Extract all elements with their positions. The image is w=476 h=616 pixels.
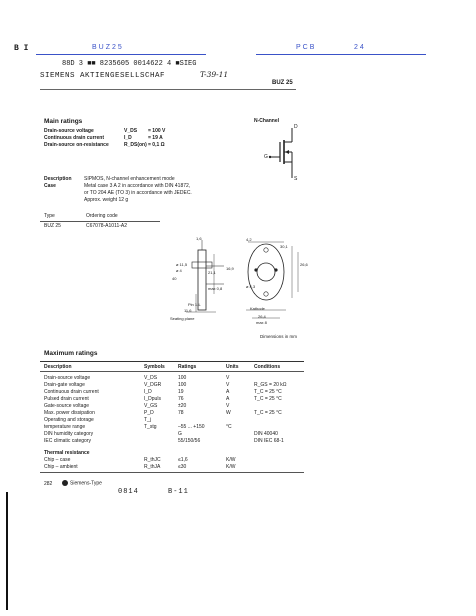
cell-symbol: R_thJC [144, 457, 161, 463]
header-right-code: PCB [296, 44, 317, 51]
footer-code-left: 0814 [118, 488, 139, 496]
cell-condition: DIN IEC 68-1 [254, 438, 284, 444]
cell-rating: 76 [178, 396, 184, 402]
cell-description: Gate-source voltage [44, 403, 90, 409]
cell-symbol: T_stg [144, 424, 157, 430]
main-rating-label-2: Continuous drain current [44, 135, 104, 141]
table-row [44, 396, 304, 403]
drain-pin-label: D [294, 124, 298, 130]
outline-label-11: 30,1 [280, 244, 288, 249]
table-row [44, 375, 304, 382]
table-row [44, 457, 304, 464]
ordering-code-value: C67078-A1011-A2 [86, 223, 128, 229]
header-divider [40, 89, 296, 90]
max-ratings-top-rule [40, 361, 304, 362]
cell-description: Drain-gate voltage [44, 382, 85, 388]
outline-label-9: Seating plane [170, 316, 195, 321]
cell-unit: V [226, 382, 230, 388]
outline-label-10: 4,2 [246, 237, 252, 242]
max-ratings-heading: Maximum ratings [44, 350, 98, 357]
header-rule-left [36, 54, 206, 55]
case-line-2: or TO 204 AE (TO 3) in accordance with JEDEC. [84, 190, 192, 196]
mosfet-symbol-icon [262, 124, 302, 184]
cell-symbol: T_j [144, 417, 151, 423]
main-rating-value-1: = 100 V [148, 128, 166, 134]
table-row [44, 417, 304, 424]
col-ratings: Ratings [178, 364, 197, 370]
main-rating-symbol-2: I_D [124, 135, 132, 141]
cell-description: temperature range [44, 424, 86, 430]
table-row [44, 464, 304, 471]
scan-edge-mark [6, 492, 8, 610]
main-rating-value-2: = 19 A [148, 135, 163, 141]
outline-label-6: max 0,8 [208, 286, 223, 291]
cell-symbol: P_D [144, 410, 154, 416]
cell-rating: ≤1,6 [178, 457, 188, 463]
cell-description: Pulsed drain current [44, 396, 89, 402]
ordering-code-header: Ordering code [86, 213, 118, 219]
page-number: 282 [44, 481, 53, 487]
cell-symbol: I_Dpuls [144, 396, 161, 402]
cell-symbol: V_GS [144, 403, 158, 409]
cell-symbol: V_DS [144, 375, 158, 381]
header-page-code: 24 [354, 44, 366, 51]
cell-unit: V [226, 403, 230, 409]
outline-label-3: ø 4 [176, 268, 182, 273]
outline-label-14: ø 4,3 [246, 284, 256, 289]
cell-rating: 100 [178, 382, 187, 388]
cell-rating: 55/150/56 [178, 438, 201, 444]
case-line-1: Metal case 3 A 2 in accordance with DIN 41872, [84, 183, 191, 189]
description-label: Description [44, 176, 72, 182]
main-rating-symbol-1: V_DS [124, 128, 138, 134]
cell-condition: T_C = 25 °C [254, 396, 282, 402]
max-ratings-header-rule [40, 371, 304, 372]
case-label: Case [44, 183, 56, 189]
table-row [44, 424, 304, 431]
outline-label-7: 11,6 [184, 308, 192, 313]
cell-rating: 78 [178, 410, 184, 416]
table-row [44, 389, 304, 396]
thermal-heading: Thermal resistance [44, 450, 90, 456]
main-ratings-heading: Main ratings [44, 118, 83, 125]
cell-rating: 100 [178, 375, 187, 381]
dimensions-note: Dimensions in mm [260, 334, 298, 339]
source-pin-label: S [294, 176, 298, 182]
cell-condition: T_C = 25 °C [254, 410, 282, 416]
cell-symbol: I_D [144, 389, 152, 395]
main-rating-label-3: Drain-source on-resistance [44, 142, 109, 148]
cell-condition: T_C = 25 °C [254, 389, 282, 395]
max-ratings-header-row [44, 364, 304, 371]
cell-rating: ≤30 [178, 464, 187, 470]
table-row [44, 382, 304, 389]
type-header: Type [44, 213, 55, 219]
cell-unit: A [226, 396, 230, 402]
type-value: BUZ 25 [44, 223, 61, 229]
header-left-mark: B I [14, 44, 29, 53]
cell-description: Chip – case [44, 457, 71, 463]
outline-label-1: 1,6 [196, 236, 202, 241]
col-units: Units [226, 364, 239, 370]
handwritten-note: T-39-11 [200, 70, 229, 79]
cell-unit: A [226, 389, 230, 395]
main-rating-value-3: = 0,1 Ω [148, 142, 165, 148]
cell-description: Chip – ambient [44, 464, 78, 470]
header-rule-right [256, 54, 426, 55]
table-row [44, 403, 304, 410]
col-symbols: Symbols [144, 364, 165, 370]
cell-unit: K/W [226, 457, 236, 463]
cell-description: DIN humidity category [44, 431, 94, 437]
cell-description: Operating and storage [44, 417, 94, 423]
cell-description: Max. power dissipation [44, 410, 95, 416]
table-row [44, 438, 304, 445]
table-row [44, 431, 304, 438]
outline-label-17: max 8 [256, 320, 267, 325]
cell-unit: V [226, 375, 230, 381]
cell-rating: 19 [178, 389, 184, 395]
logo-text: Siemens-Type [70, 480, 102, 487]
table-row [44, 410, 304, 417]
cell-rating: ±20 [178, 403, 187, 409]
cell-rating: G [178, 431, 182, 437]
outline-label-15: Kathode [250, 306, 265, 311]
case-line-3: Approx. weight 12 g [84, 197, 129, 203]
col-conditions: Conditions [254, 364, 281, 370]
gate-pin-label: G [264, 154, 268, 160]
cell-unit: K/W [226, 464, 236, 470]
siemens-logo-icon [62, 480, 102, 486]
cell-symbol: V_DGR [144, 382, 162, 388]
cell-condition: R_GS = 20 kΩ [254, 382, 287, 388]
outline-label-5: 21,1 [208, 270, 216, 275]
cell-rating: –55 ... +150 [178, 424, 205, 430]
outline-label-16: 26,4 [258, 314, 266, 319]
outline-label-13: 16,9 [226, 266, 234, 271]
main-rating-label-1: Drain-source voltage [44, 128, 94, 134]
cell-description: IEC climatic category [44, 438, 91, 444]
cell-unit: W [226, 410, 231, 416]
part-number: BUZ 25 [272, 80, 293, 86]
header-part-code: BUZ25 [92, 44, 124, 51]
channel-label: N-Channel [254, 118, 279, 124]
outline-label-12: 26,6 [300, 262, 308, 267]
cell-condition: DIN 40040 [254, 431, 278, 437]
type-table-rule [40, 221, 160, 222]
main-rating-symbol-3: R_DS(on) [124, 142, 147, 148]
thermal-rule [40, 472, 304, 473]
cell-description: Continuous drain current [44, 389, 99, 395]
stamp-line: 88D 3 ■■ 8235605 0014622 4 ■SIEG [62, 60, 197, 68]
outline-label-2: ø 11,5 [176, 262, 188, 267]
description-text: SIPMOS, N-channel enhancement mode [84, 176, 175, 182]
footer-code-right: B-11 [168, 488, 189, 496]
outline-label-8: Pin 1-L [188, 302, 201, 307]
outline-label-4: 40 [172, 276, 177, 281]
company-name: SIEMENS AKTIENGESELLSCHAF [40, 72, 166, 80]
cell-unit: °C [226, 424, 232, 430]
cell-description: Drain-source voltage [44, 375, 91, 381]
col-description: Description [44, 364, 72, 370]
cell-symbol: R_thJA [144, 464, 161, 470]
